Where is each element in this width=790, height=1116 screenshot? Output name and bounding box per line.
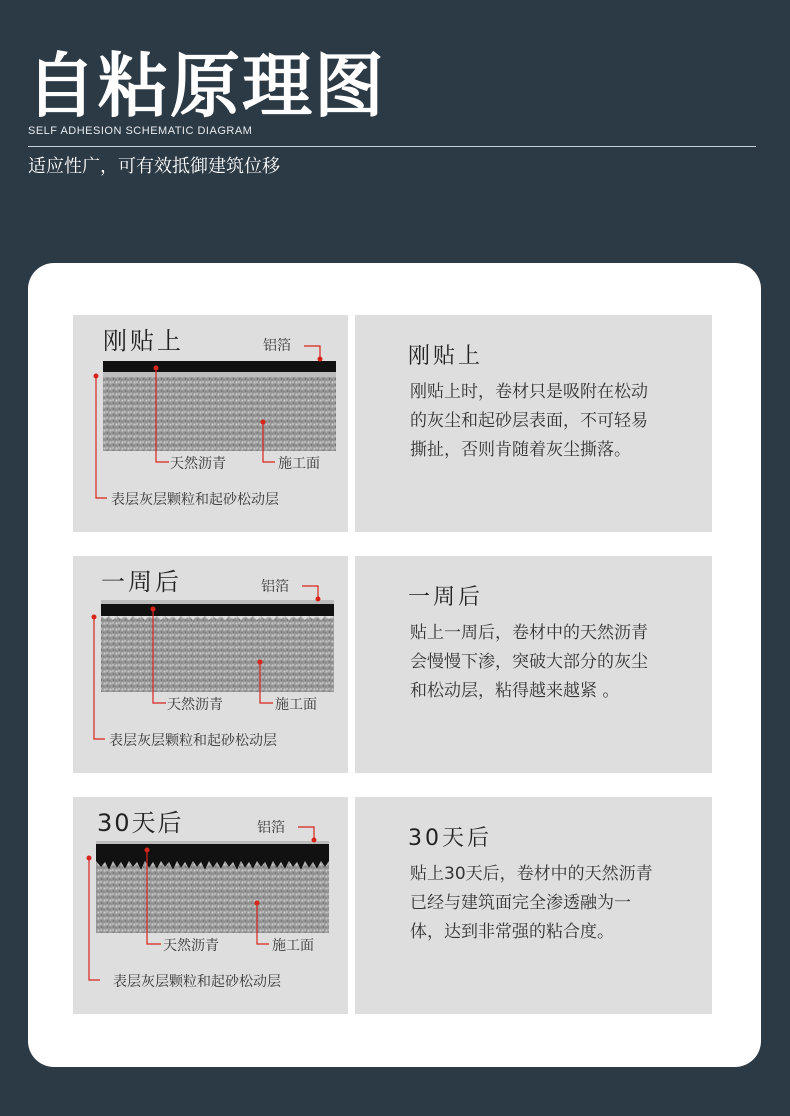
surface-label: 施工面 (278, 456, 320, 472)
asphalt-label: 天然沥青 (163, 938, 219, 954)
header-divider (28, 146, 756, 147)
stage-heading: 刚贴上 (408, 344, 484, 369)
stage-description: 贴上30天后，卷材中的天然沥青已经与建筑面完全渗透融为一体，达到非常强的粘合度。 (410, 864, 653, 942)
foil-label: 铝箔 (261, 579, 289, 595)
diagram-title: 刚贴上 (103, 327, 184, 355)
foil-label: 铝箔 (257, 820, 285, 836)
diagram-panel-stage2 (73, 556, 348, 773)
diagram-title: 30天后 (97, 809, 184, 837)
content-card (28, 263, 761, 1067)
page-subtitle: SELF ADHESION SCHEMATIC DIAGRAM (28, 125, 253, 137)
diagram-panel-stage1 (73, 315, 348, 532)
page-tagline: 适应性广，可有效抵御建筑位移 (28, 156, 280, 177)
text-panel-stage1 (355, 315, 712, 532)
stage-heading: 30天后 (408, 826, 492, 851)
surface-label: 施工面 (272, 938, 314, 954)
stage-description: 贴上一周后，卷材中的天然沥青会慢慢下渗，突破大部分的灰尘和松动层，粘得越来越紧 。 (410, 623, 648, 701)
asphalt-layer (101, 604, 334, 616)
concrete-surface (103, 377, 336, 451)
dust-layer-label: 表层灰层颗粒和起砂松动层 (113, 974, 281, 990)
text-panel-stage2 (355, 556, 712, 773)
concrete-surface (96, 861, 329, 933)
asphalt-label: 天然沥青 (170, 456, 226, 472)
dust-layer-label: 表层灰层颗粒和起砂松动层 (109, 733, 277, 749)
page-title: 自粘原理图 (26, 45, 386, 127)
surface-label: 施工面 (275, 697, 317, 713)
dust-layer (103, 372, 336, 377)
asphalt-label: 天然沥青 (167, 697, 223, 713)
diagram-panel-stage3 (73, 797, 348, 1014)
asphalt-layer (103, 361, 336, 372)
stage-heading: 一周后 (408, 585, 484, 610)
dust-layer-label: 表层灰层颗粒和起砂松动层 (111, 492, 279, 508)
text-panel-stage3 (355, 797, 712, 1014)
foil-label: 铝箔 (263, 338, 291, 354)
stage-description: 刚贴上时，卷材只是吸附在松动的灰尘和起砂层表面，不可轻易撕扯，否则肯随着灰尘撕落。 (410, 382, 648, 460)
concrete-surface (101, 616, 334, 692)
diagram-title: 一周后 (101, 568, 182, 596)
